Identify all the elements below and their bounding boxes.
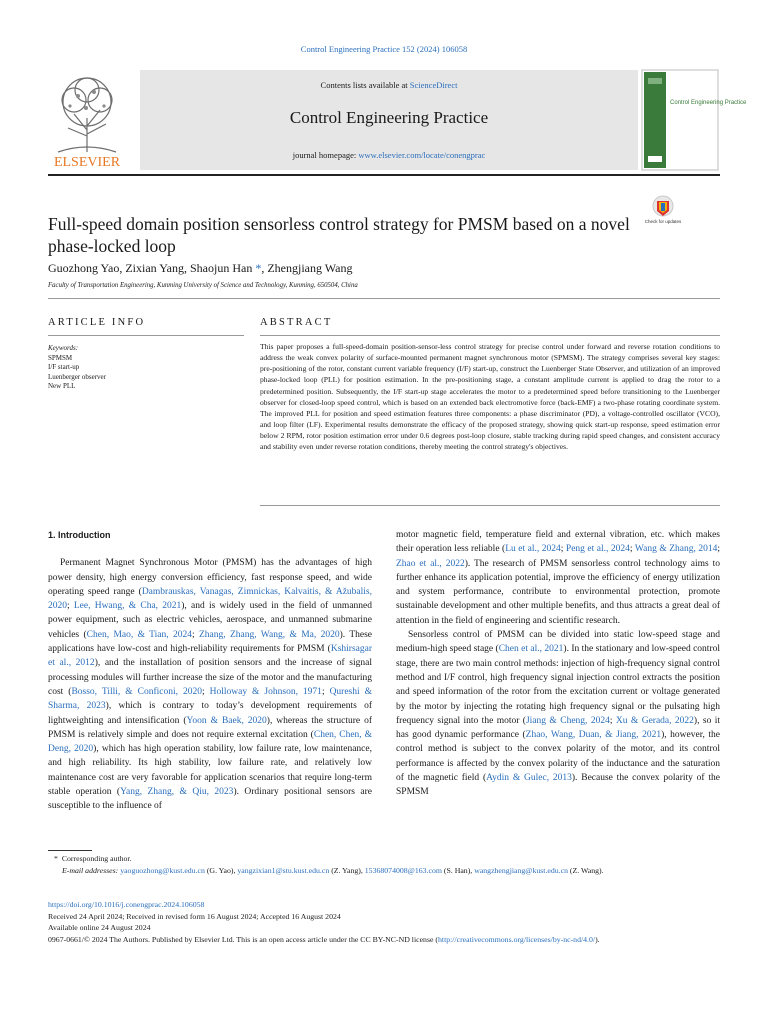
publication-info [48,899,720,945]
affiliation: Faculty of Transportation Engineering, Kunming University of Science and Technology, Kunming, 650504, China [48,282,358,289]
citation-link[interactable]: Zhao et al., 2022 [396,558,465,569]
paragraph-text: ), which is contrary to today’s development requirements of lightweighting and intensification ( [48,701,372,726]
license-statement: 0967-0661/© 2024 The Authors. Published by Elsevier Ltd. This is an open access article under the CC BY-NC-ND license (http://creativecommons.org/licenses/by-nc-nd/4.0/). [48,934,600,944]
paragraph-text: ; [717,544,721,555]
paragraph-text: motor magnetic field, temperature field and external vibration, etc. which makes their operation less reliable ( [396,530,720,555]
footnote-rule [48,850,92,851]
intro-paragraph-1 [48,556,372,813]
citation-link[interactable]: Chen et al., 2021 [498,644,564,655]
keyword: SPMSM [48,353,73,362]
intro-paragraph-3 [396,628,720,800]
paragraph-text: ). In the stationary and low-speed control stage, there are two main control methods: injection of high-frequency signal control method and I/F control, high frequency signal injection control extracts the position and speed information of the rotor from the excitation current or voltage generated by the motor by injecting the rotating high frequency signal or the pulsating high frequency signal into the motor ( [396,644,720,726]
email-owner: (G. Yao), [204,865,238,875]
corresponding-author-mark[interactable]: * [255,261,262,275]
paragraph-text: ), so it has good dynamic performance ( [396,715,721,741]
check-for-updates-icon[interactable] [644,194,682,230]
column-left [48,528,372,814]
email-link[interactable]: wangzhengjiang@kust.edu.cn [474,865,568,875]
contents-availability: Contents lists available at ScienceDirect [320,80,458,90]
svg-text:Check for updates: Check for updates [644,219,682,224]
email-addresses: E-mail addresses: yaoguozhong@kust.edu.cn (G. Yao), yangzixian1@stu.kust.edu.cn (Z. Yang), 15368074008@163.com (S. Han), wangzhengjiang@kust.edu.cn (Z. Wang). [62,865,604,875]
keywords-block [48,344,106,392]
article-info-rule [48,335,244,336]
email-list [120,866,603,875]
abstract-heading: ABSTRACT [260,317,333,328]
paragraph-text: ; [201,686,210,697]
email-link[interactable]: yaoguozhong@kust.edu.cn [120,865,205,875]
citation-link[interactable]: Yang, Zhang, & Qiu, 2023 [120,787,234,798]
citation-link[interactable]: Kshirsagar et al., 2012 [48,644,372,669]
available-online: Available online 24 August 2024 [48,923,151,932]
section-heading-introduction: 1. Introduction [48,530,111,540]
author-list: Guozhong Yao, Zixian Yang, Shaojun Han *, Zhengjiang Wang [48,261,353,275]
paragraph-text: ), and the installation of position sensors and the increase of signal processing modules will further increase the size of the motor and the manufacturing cost ( [48,658,372,697]
abstract-rule [260,505,720,506]
email-link[interactable]: 15368074008@163.com [364,865,442,875]
journal-title: Control Engineering Practice [289,108,489,127]
paragraph-text: ). These applications have low-cost and high-reliability requirements for PMSM ( [48,629,372,655]
citation-link[interactable]: Bosso, Tilli, & Conficoni, 2020 [71,686,202,697]
abstract-text: This paper proposes a full-speed-domain position-sensor-less control strategy for precise control under forward and reverse rotation conditions to address the weak convex polarity of surface-mounted permanent magnet synchronous motor (SPMSM). The strategy comprises several key stages: pre-positioning of the rotor, constant current variable frequency (I/F) start-up, construct the Luenberger State Observer, and utilization of an improved phase-locked loop (PLL) for position estimation. In the pre-positioning stage, a constant amplitude current is applied to drag the rotor to a predetermined position. Subsequently, the I/F start-up stage accelerates the motor to a predetermined speed before transitioning to the Luenberger observer for closed-loop speed control, which is based on an extended back electromotive force (back-EMF) a two-phase rotating coordinate system. The improved PLL for position and speed estimation features three components: a phase discriminator (PD), a voltage-controlled oscillator (VCO), and loop filter (LF). Experimental results demonstrate the efficacy of the proposed strategy, showing quick start-up response, speed estimation error below 2 RPM, rotor position estimation error under 0.6 degrees post-loop closure, stable tracking during rapid speed changes, and consistent accuracy and stability even under reverse rotation conditions, thereby meeting the control strategy's objectives. [260,342,720,452]
license-link[interactable]: http://creativecommons.org/licenses/by-nc-nd/4.0/ [438,934,596,944]
masthead-rule [48,174,720,176]
paragraph-text: ; [629,544,635,555]
doi-link[interactable]: https://doi.org/10.1016/j.conengprac.2024.106058 [48,900,205,909]
citation-link[interactable]: Zhang, Zhang, Wang, & Ma, 2020 [198,629,340,640]
citation-link[interactable]: Chen, Chen, & Deng, 2020 [48,729,372,755]
email-owner: (Z. Yang), [329,865,365,875]
keyword: Luenberger observer [48,372,106,381]
citation-link[interactable]: Lu et al., 2024 [505,544,561,555]
corresponding-author-note: * Corresponding author. [54,854,132,863]
journal-banner [140,70,638,170]
paragraph-text: ). Ordinary positional sensors are susceptible to the influence of [48,787,373,812]
svg-text:ELSEVIER: ELSEVIER [53,155,121,170]
cover-title: Control Engineering Practice [670,100,747,106]
title-rule [48,298,720,299]
paragraph-text: ; [609,715,616,726]
paragraph-text: ; [560,544,566,555]
journal-cover-icon[interactable] [640,70,747,170]
paragraph-text: ). Because the convex polarity of the SPMSM [396,773,721,798]
citation-link[interactable]: Wang & Zhang, 2014 [634,544,718,555]
citation-link[interactable]: Holloway & Johnson, 1971 [209,686,322,697]
journal-homepage: journal homepage: www.elsevier.com/locate/conengprac [292,150,486,160]
keyword: I/F start-up [48,363,80,372]
paragraph-text: ), however, the control method is subject to the convex polarity of the motor, and its control performance is affected by the convex polarity of the inductance and the saturation of the magnetic field ( [396,730,720,784]
paragraph-text: Permanent Magnet Synchronous Motor (PMSM) has the advantages of high power density, high energy conversion efficiency, fast response speed, and wide operating speed range ( [48,558,372,597]
paragraph-text: ; [321,686,330,697]
paper-title: Full-speed domain position sensorless control strategy for PMSM based on a novel phase-locked loop [48,214,630,256]
intro-paragraph-2 [396,528,720,628]
keyword: New PLL [48,382,76,391]
citation-link[interactable]: Jiang & Cheng, 2024 [525,715,610,726]
citation-link[interactable]: Qureshi & Sharma, 2023 [48,686,373,712]
sciencedirect-link[interactable]: ScienceDirect [409,80,458,90]
citation-link[interactable]: Xu & Gerada, 2022 [615,715,694,726]
masthead [48,70,747,170]
citation-link[interactable]: Chen, Mao, & Tian, 2024 [86,629,192,640]
paragraph-text: ), which has high operation stability, low failure rate, low maintenance, and high reliability. Its high stability, low failure rate, and relatively low maintenance cost are very favorable for application scenarios that require long-term stable operation ( [48,744,372,798]
email-link[interactable]: yangzixian1@stu.kust.edu.cn [237,865,330,875]
received-dates: Received 24 April 2024; Received in revised form 16 August 2024; Accepted 16 August 2024 [48,911,341,921]
citation-link[interactable]: Zhao, Wang, Duan, & Jiang, 2021 [525,730,662,741]
citation-link[interactable]: Dambrauskas, Vanagas, Zimnickas, Kalvaitis, & Ažubalis, 2020 [48,586,372,612]
paragraph-text: ). The research of PMSM sensorless control technology aims to further enhance its application potential, improve the efficiency of energy utilization and system performance, contribute to environmental protection, promote sustainable development and other multiple benefits, and thus attracts a great deal of attention in the field of engineering and scientific research. [396,558,720,626]
paragraph-text: ; [191,629,199,640]
article-info-heading: ARTICLE INFO [48,317,146,328]
paragraph-text: ; [67,601,74,612]
citation-link[interactable]: Lee, Hwang, & Cha, 2021 [73,601,182,612]
citation-link[interactable]: Peng et al., 2024 [565,544,630,555]
citation-link[interactable]: Aydin & Gulec, 2013 [486,773,572,784]
footnotes [48,853,720,876]
abstract-heading-rule [260,335,720,336]
paragraph-text: ), whereas the structure of PMSM is relatively simple and does not require external excitation ( [48,715,373,740]
paragraph-text: Sensorless control of PMSM can be divided into static low-speed stage and medium-high speed stage ( [396,630,720,655]
homepage-link[interactable]: www.elsevier.com/locate/conengprac [358,150,486,160]
paragraph-text: ), and is widely used in the field of unmanned power equipment, such as electric vehicles, aerospace, and unmanned submarine vehicles ( [48,601,373,640]
citation-link[interactable]: Yoon & Baek, 2020 [186,715,267,726]
column-right [396,528,720,800]
keywords-label: Keywords: [48,344,79,352]
elsevier-tree-logo-icon[interactable] [48,70,126,170]
journal-reference[interactable]: Control Engineering Practice 152 (2024) 106058 [300,44,468,54]
email-owner: (Z. Wang). [567,865,604,875]
email-owner: (S. Han), [441,865,475,875]
